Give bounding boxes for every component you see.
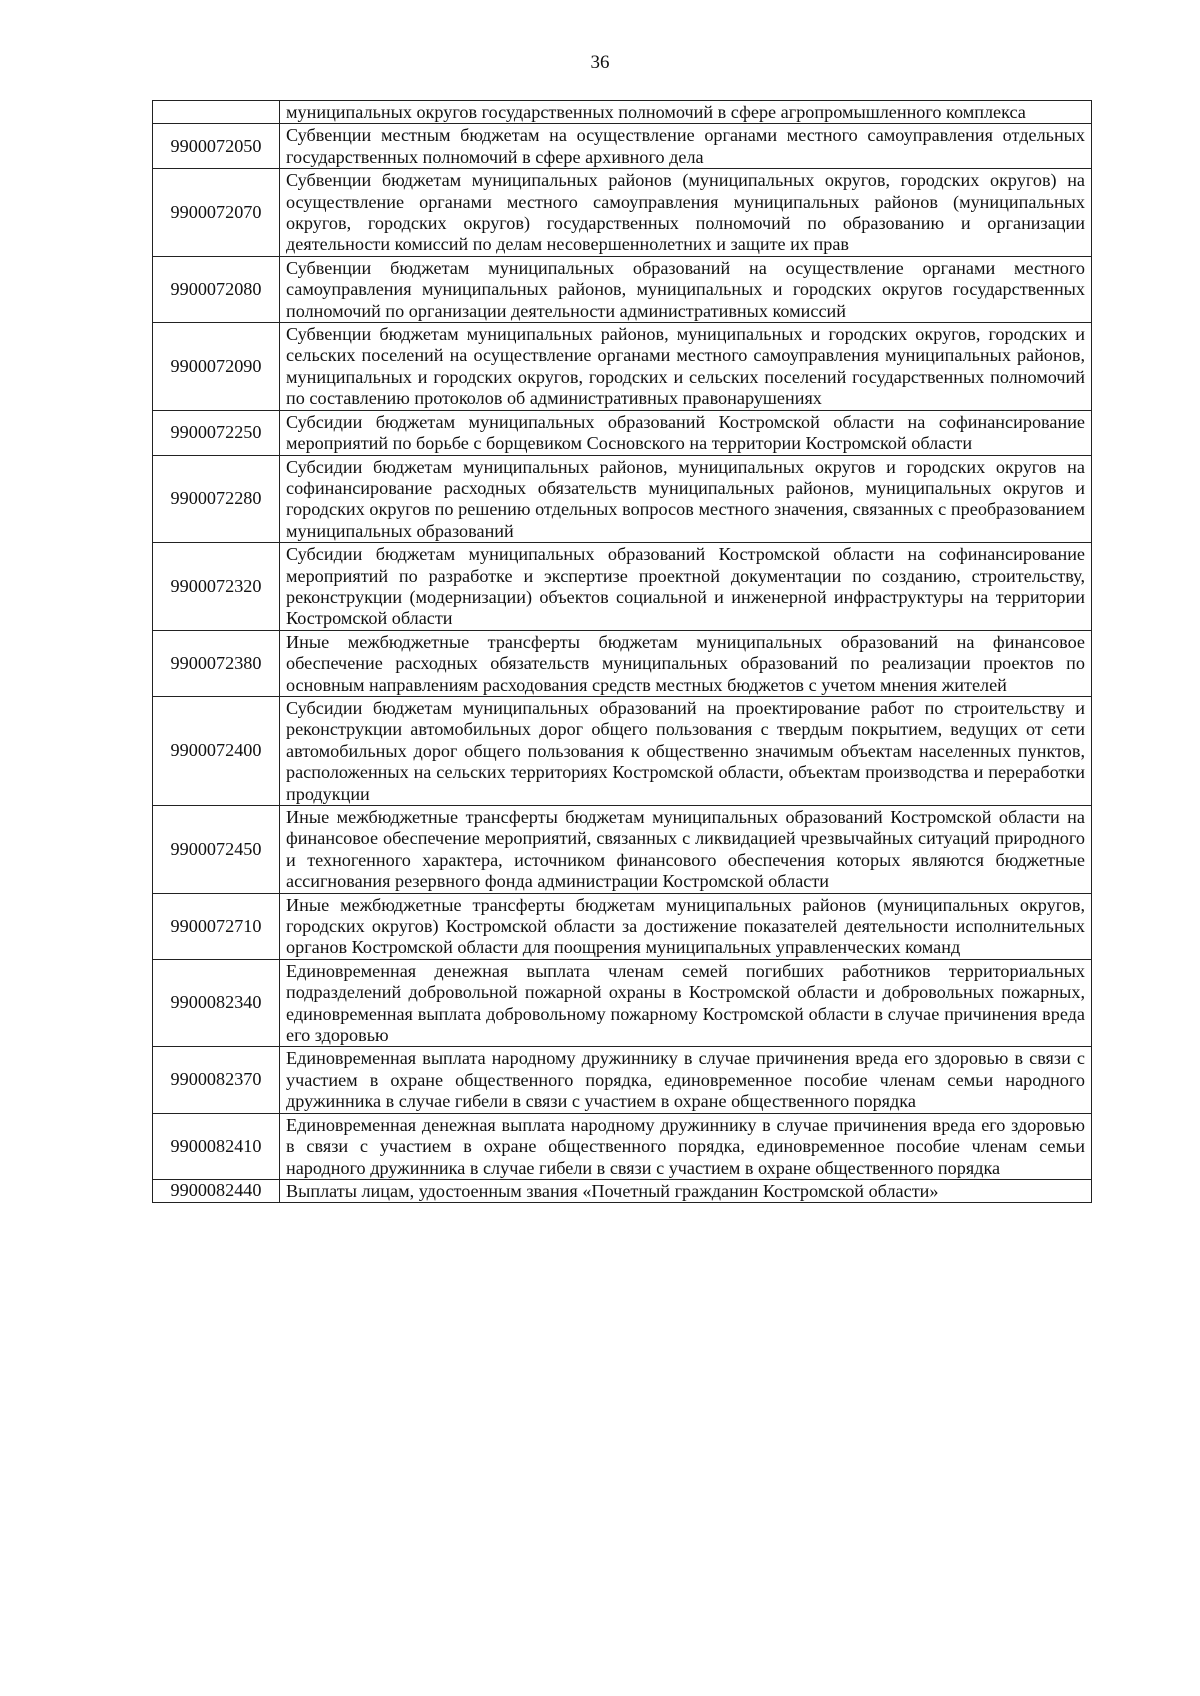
table-body <box>153 101 1092 1203</box>
table-row <box>153 101 1092 124</box>
table-row <box>153 1113 1092 1179</box>
table-row <box>153 455 1092 543</box>
table-row <box>153 696 1092 805</box>
expenditure-description-cell: Субсидии бюджетам муниципальных образований на проектирование работ по строительству и реконструкции автомобильных дорог общего пользования с твердым покрытием, ведущих от сети автомобильных дорог общего пользования к общественно значимым объектам населенных пунктов, расположенных на сельских территориях Костромской области, объектам производства и переработки продукции <box>280 696 1092 805</box>
expenditure-code-cell: 9900072320 <box>153 543 280 631</box>
expenditure-code-cell: 9900072070 <box>153 169 280 257</box>
expenditure-code-cell: 9900072380 <box>153 630 280 696</box>
expenditure-code-cell: 9900072080 <box>153 256 280 322</box>
expenditure-code-cell: 9900082440 <box>153 1179 280 1202</box>
table-row <box>153 169 1092 257</box>
page-number: 36 <box>590 52 610 73</box>
table-row <box>153 1179 1092 1202</box>
expenditure-code-cell: 9900082340 <box>153 959 280 1047</box>
expenditure-description-cell: Субсидии бюджетам муниципальных образований Костромской области на софинансирование мероприятий по борьбе с борщевиком Сосновского на территории Костромской области <box>280 410 1092 455</box>
expenditure-description-cell: муниципальных округов государственных полномочий в сфере агропромышленного комплекса <box>280 101 1092 124</box>
expenditure-description-cell: Субвенции бюджетам муниципальных районов, муниципальных и городских округов, городских и сельских поселений на осуществление органами местного самоуправления муниципальных районов, муниципальных и городских округов, городских и сельских поселений государственных полномочий по составлению протоколов об административных правонарушениях <box>280 323 1092 411</box>
table-row <box>153 323 1092 411</box>
expenditure-code-cell: 9900072710 <box>153 893 280 959</box>
expenditure-code-cell: 9900082370 <box>153 1047 280 1113</box>
expenditure-code-cell: 9900072090 <box>153 323 280 411</box>
table-row <box>153 124 1092 169</box>
expenditure-description-cell: Единовременная денежная выплата членам семей погибших работников территориальных подразделений добровольной пожарной охраны в Костромской области и добровольных пожарных, единовременная выплата добровольному пожарному Костромской области в случае причинения вреда его здоровью <box>280 959 1092 1047</box>
expenditure-description-cell: Субвенции бюджетам муниципальных образований на осуществление органами местного самоуправления муниципальных районов, муниципальных и городских округов государственных полномочий по организации деятельности административных комиссий <box>280 256 1092 322</box>
table-row <box>153 959 1092 1047</box>
expenditure-description-cell: Единовременная выплата народному дружиннику в случае причинения вреда его здоровью в связи с участием в охране общественного порядка, единовременное пособие членам семьи народного дружинника в случае гибели в связи с участием в охране общественного порядка <box>280 1047 1092 1113</box>
expenditure-code-cell: 9900072250 <box>153 410 280 455</box>
table-row <box>153 410 1092 455</box>
expenditure-code-cell: 9900072400 <box>153 696 280 805</box>
table-row <box>153 1047 1092 1113</box>
expenditure-description-cell: Субвенции бюджетам муниципальных районов (муниципальных округов, городских округов) на осуществление органами местного самоуправления муниципальных районов (муниципальных округов, городских округов) государственных полномочий по образованию и организации деятельности комиссий по делам несовершеннолетних и защите их прав <box>280 169 1092 257</box>
expenditure-code-cell: 9900082410 <box>153 1113 280 1179</box>
expenditure-description-cell: Субвенции местным бюджетам на осуществление органами местного самоуправления отдельных государственных полномочий в сфере архивного дела <box>280 124 1092 169</box>
expenditure-description-cell: Выплаты лицам, удостоенным звания «Почетный гражданин Костромской области» <box>280 1179 1092 1202</box>
expenditure-code-cell <box>153 101 280 124</box>
expenditure-description-cell: Иные межбюджетные трансферты бюджетам муниципальных образований Костромской области на финансовое обеспечение мероприятий, связанных с ликвидацией чрезвычайных ситуаций природного и техногенного характера, источником финансового обеспечения которых являются бюджетные ассигнования резервного фонда администрации Костромской области <box>280 806 1092 894</box>
expenditure-code-cell: 9900072450 <box>153 806 280 894</box>
table-row <box>153 893 1092 959</box>
table-row <box>153 256 1092 322</box>
table-row <box>153 543 1092 631</box>
expenditure-codes-table <box>152 100 1092 1203</box>
expenditure-description-cell: Единовременная денежная выплата народному дружиннику в случае причинения вреда его здоровью в связи с участием в охране общественного порядка, единовременное пособие членам семьи народного дружинника в случае гибели в связи с участием в охране общественного порядка <box>280 1113 1092 1179</box>
expenditure-description-cell: Субсидии бюджетам муниципальных образований Костромской области на софинансирование мероприятий по разработке и экспертизе проектной документации по созданию, строительству, реконструкции (модернизации) объектов социальной и инженерной инфраструктуры на территории Костромской области <box>280 543 1092 631</box>
expenditure-code-cell: 9900072050 <box>153 124 280 169</box>
expenditure-code-cell: 9900072280 <box>153 455 280 543</box>
expenditure-description-cell: Субсидии бюджетам муниципальных районов, муниципальных округов и городских округов на софинансирование расходных обязательств муниципальных районов, муниципальных округов и городских округов по решению отдельных вопросов местного значения, связанных с преобразованием муниципальных образований <box>280 455 1092 543</box>
table-row <box>153 806 1092 894</box>
table-row <box>153 630 1092 696</box>
expenditure-description-cell: Иные межбюджетные трансферты бюджетам муниципальных районов (муниципальных округов, городских округов) Костромской области за достижение показателей деятельности исполнительных органов Костромской области для поощрения муниципальных управленческих команд <box>280 893 1092 959</box>
expenditure-description-cell: Иные межбюджетные трансферты бюджетам муниципальных образований на финансовое обеспечение расходных обязательств муниципальных образований по реализации проектов по основным направлениям расходования средств местных бюджетов с учетом мнения жителей <box>280 630 1092 696</box>
